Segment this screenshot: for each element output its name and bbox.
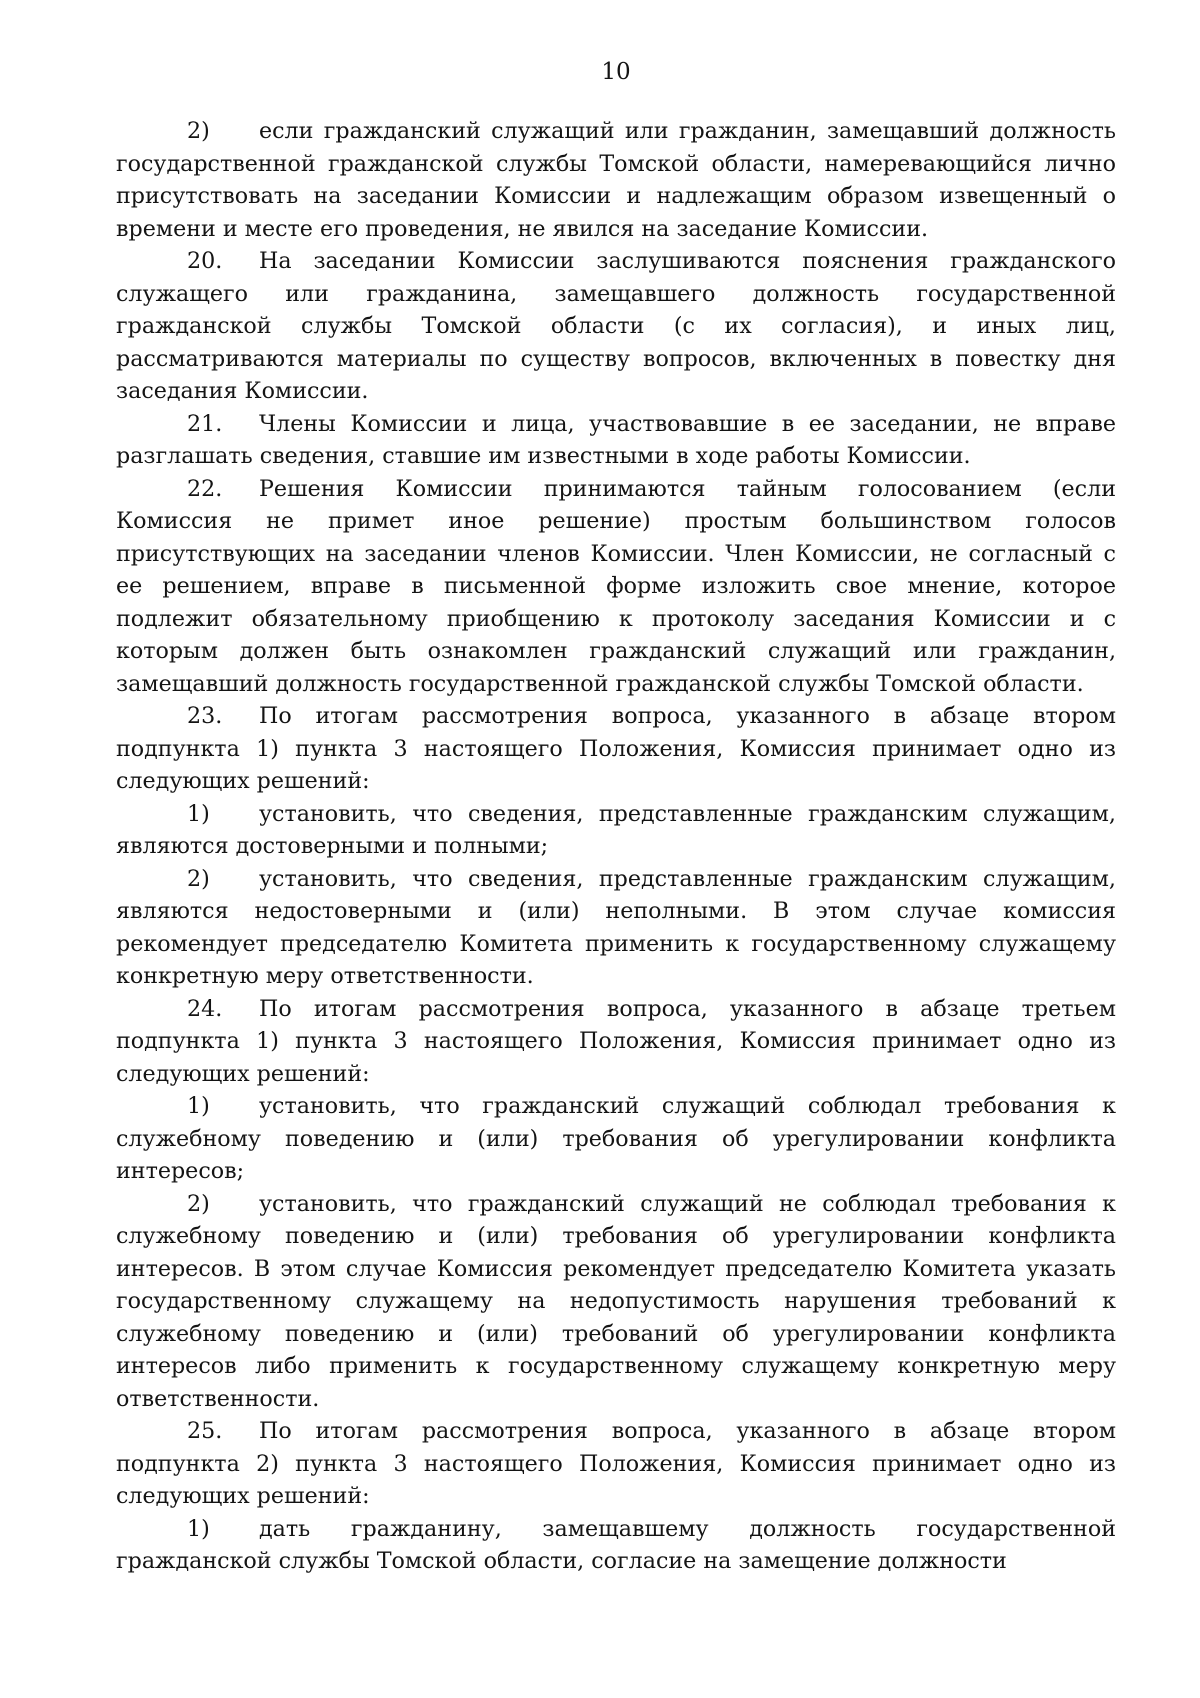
paragraph-text: установить, что сведения, представленные гражданским служащим, являются недостоверными и (или) неполными. В этом случае комиссия рекомендует председателю Комитета применить к государственному служащему конкретную меру ответственности.: [116, 865, 1116, 989]
item-number: 1): [187, 800, 210, 827]
paragraph: [116, 1513, 1116, 1578]
item-number: 25.: [187, 1418, 223, 1444]
paragraph: [116, 115, 1116, 245]
document-body: [116, 115, 1116, 1578]
item-number: 20.: [187, 248, 223, 274]
item-number: 2): [187, 1190, 210, 1217]
item-number: 21.: [187, 410, 223, 437]
item-number: 1): [187, 1515, 210, 1542]
paragraph: [116, 798, 1116, 863]
paragraph: [116, 863, 1116, 993]
paragraph-text: По итогам рассмотрения вопроса, указанного в абзаце втором подпункта 1) пункта 3 настоящего Положения, Комиссия принимает одно из следующих решений:: [116, 703, 1116, 794]
paragraph: [116, 1090, 1116, 1188]
paragraph: [116, 993, 1116, 1091]
paragraph-text: если гражданский служащий или гражданин, замещавший должность государственной гражданской службы Томской области, намеревающийся лично присутствовать на заседании Комиссии и надлежащим образом извещенный о времени и месте его проведения, не явился на заседание Комиссии.: [116, 118, 1116, 242]
item-number: 24.: [187, 995, 223, 1022]
item-number: 2): [187, 865, 210, 892]
paragraph-text: дать гражданину, замещавшему должность государственной гражданской службы Томской области, согласие на замещение должности: [116, 1515, 1116, 1574]
paragraph-text: установить, что гражданский служащий соблюдал требования к служебному поведению и (или) требования об урегулировании конфликта интересов;: [116, 1093, 1116, 1184]
item-number: 2): [187, 118, 210, 144]
paragraph-text: Члены Комиссии и лица, участвовавшие в ее заседании, не вправе разглашать сведения, ставшие им известными в ходе работы Комиссии.: [116, 410, 1116, 469]
paragraph: [116, 1415, 1116, 1513]
paragraph: [116, 408, 1116, 473]
paragraph: [116, 473, 1116, 701]
item-number: 1): [187, 1093, 210, 1119]
paragraph-text: Решения Комиссии принимаются тайным голосованием (если Комиссия не примет иное решение) простым большинством голосов присутствующих на заседании членов Комиссии. Член Комиссии, не согласный с ее решением, вправе в письменной форме изложить свое мнение, которое подлежит обязательному приобщению к протоколу заседания Комиссии и с которым должен быть ознакомлен гражданский служащий или гражданин, замещавший должность государственной гражданской службы Томской области.: [116, 475, 1116, 697]
paragraph-text: По итогам рассмотрения вопроса, указанного в абзаце втором подпункта 2) пункта 3 настоящего Положения, Комиссия принимает одно из следующих решений:: [116, 1418, 1116, 1509]
paragraph-text: установить, что гражданский служащий не соблюдал требования к служебному поведению и (или) требования об урегулировании конфликта интересов. В этом случае Комиссия рекомендует председателю Комитета указать государственному служащему на недопустимость нарушения требований к служебному поведению и (или) требований об урегулировании конфликта интересов либо применить к государственному служащему конкретную меру ответственности.: [116, 1190, 1116, 1412]
page-number: 10: [601, 59, 631, 85]
paragraph: [116, 700, 1116, 798]
item-number: 23.: [187, 703, 223, 729]
paragraph-text: установить, что сведения, представленные гражданским служащим, являются достоверными и полными;: [116, 800, 1116, 859]
paragraph: [116, 245, 1116, 408]
paragraph-text: На заседании Комиссии заслушиваются пояснения гражданского служащего или гражданина, замещавшего должность государственной гражданской службы Томской области (с их согласия), и иных лиц, рассматриваются материалы по существу вопросов, включенных в повестку дня заседания Комиссии.: [116, 248, 1116, 404]
paragraph-text: По итогам рассмотрения вопроса, указанного в абзаце третьем подпункта 1) пункта 3 настоящего Положения, Комиссия принимает одно из следующих решений:: [116, 995, 1116, 1087]
paragraph: [116, 1188, 1116, 1416]
item-number: 22.: [187, 475, 223, 502]
